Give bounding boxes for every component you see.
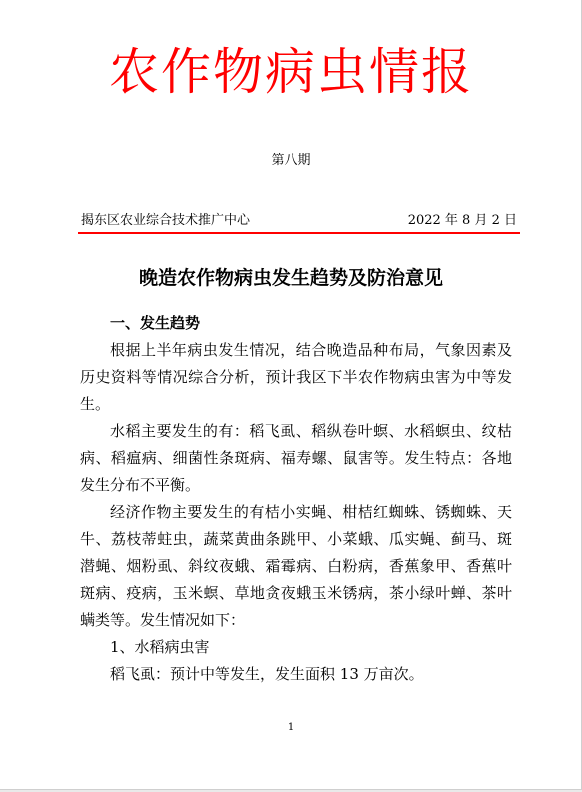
- red-divider: [78, 232, 520, 234]
- document-title: 晚造农作物病虫发生趋势及防治意见: [138, 267, 443, 289]
- subheading-rice-pests: 1、水稻病虫害: [110, 638, 210, 656]
- paragraph-rice-planthopper: 稻飞虱：预计中等发生，发生面积 13 万亩次。: [110, 665, 424, 683]
- paragraph: 根据上半年病虫发生情况，结合晚造品种布局，气象因素及历史资料等情况综合分析，预计我区下半农作物病虫害为中等发生。: [80, 341, 512, 413]
- paragraph: 经济作物主要发生的有桔小实蝇、柑桔红蜘蛛、锈蜘蛛、天牛、荔枝蒂蛀虫，蔬菜黄曲条跳甲、小菜蛾、瓜实蝇、蓟马、斑潜蝇、烟粉虱、斜纹夜蛾、霜霉病、白粉病，香蕉象甲、香蕉叶斑病、疫病，玉米螟、草地贪夜蛾玉米锈病，茶小绿叶蝉、茶叶螨类等。发生情况如下：: [80, 503, 512, 629]
- section-heading: 一、发生趋势: [110, 314, 201, 332]
- issuing-organization: 揭东区农业综合技术推广中心: [81, 213, 251, 228]
- issue-date: 2022 年 8 月 2 日: [407, 213, 517, 228]
- masthead-title: 农作物病虫情报: [109, 43, 473, 101]
- document-body: [80, 310, 512, 688]
- paragraph: 水稻主要发生的有：稻飞虱、稻纵卷叶螟、水稻螟虫、纹枯病、稻瘟病、细菌性条斑病、福寿螺、鼠害等。发生特点：各地发生分布不平衡。: [80, 422, 512, 494]
- issue-number: 第八期: [271, 153, 311, 168]
- page-number: 1: [287, 722, 295, 733]
